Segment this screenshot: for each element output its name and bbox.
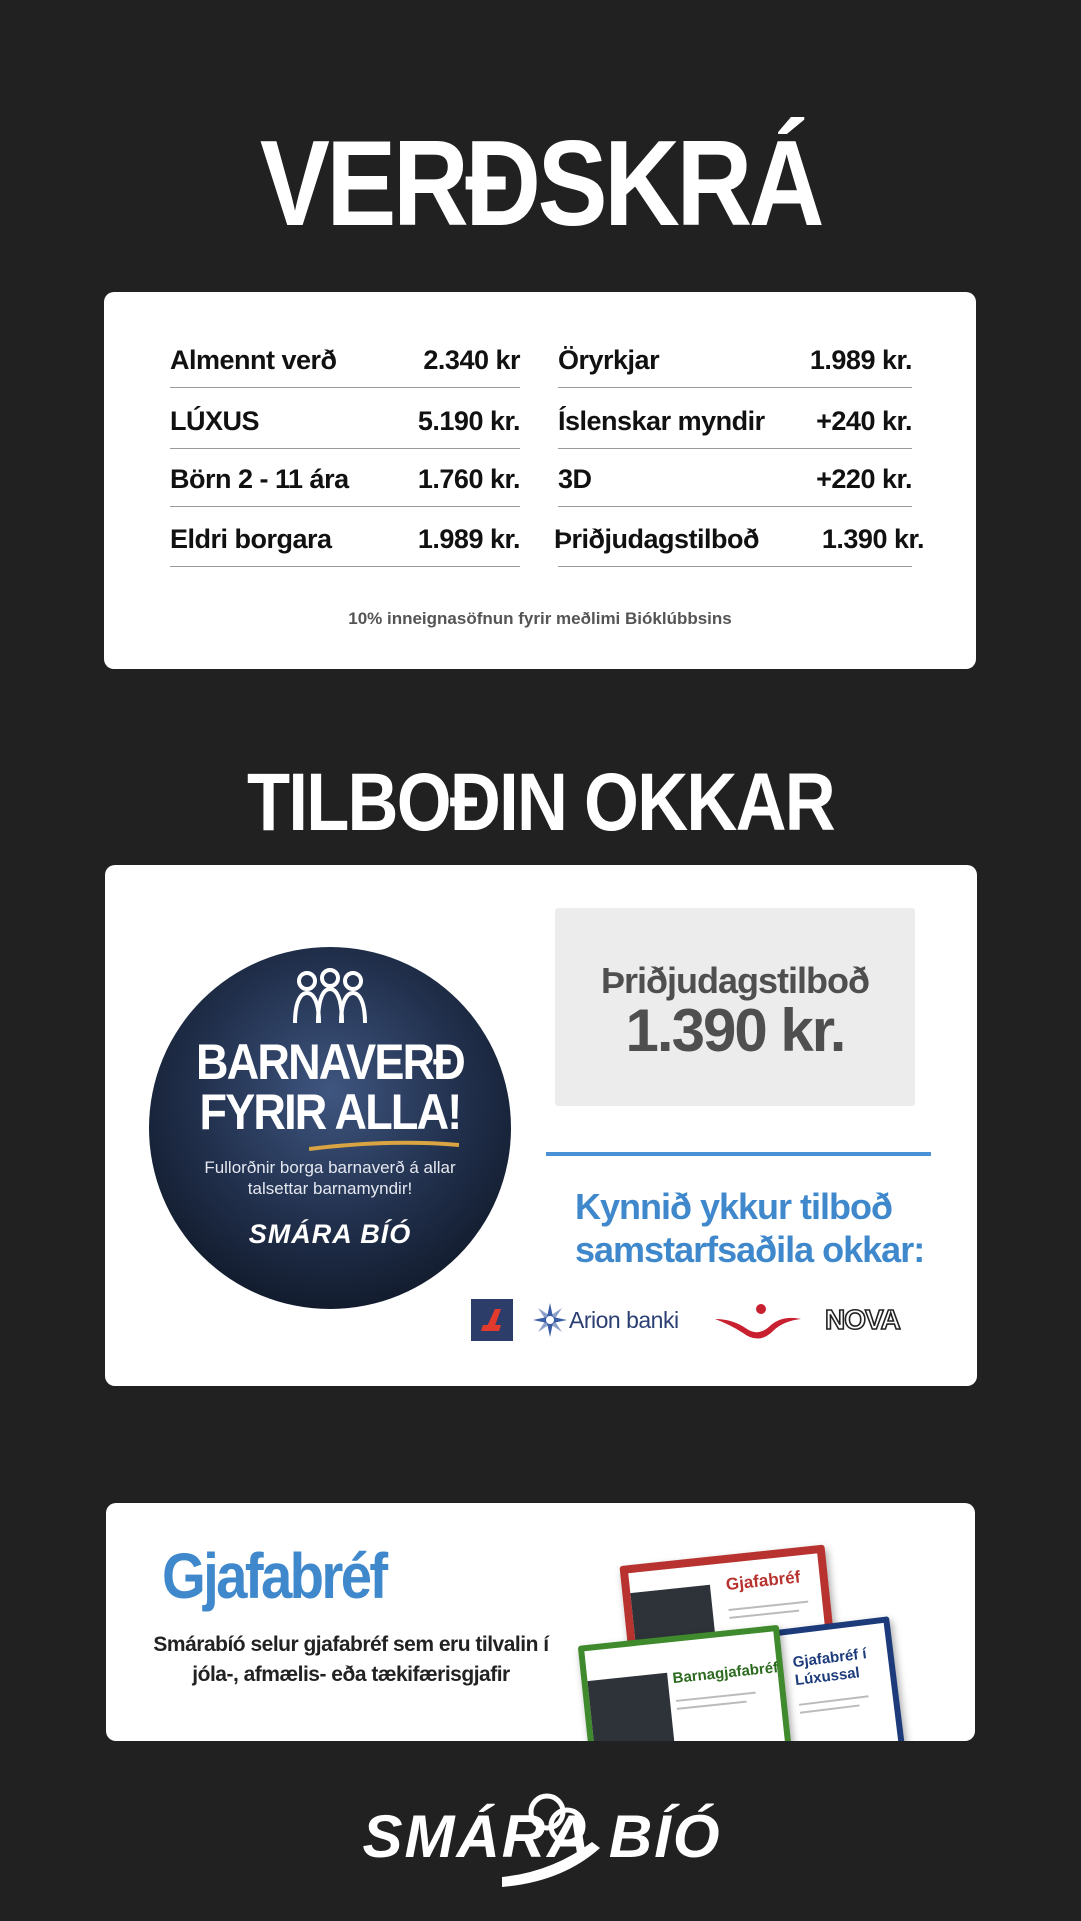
children-price-promo[interactable] <box>149 947 511 1309</box>
price-value: 5.190 kr. <box>417 406 520 436</box>
tuesday-offer-label: Þriðjudagstilboð <box>601 960 869 1001</box>
tuesday-offer-box[interactable] <box>555 908 915 1106</box>
price-value: 1.760 kr. <box>417 464 520 494</box>
price-label: Íslenskar myndir <box>558 406 765 436</box>
arion-logo-text: Arion banki <box>569 1307 679 1333</box>
footer-logo[interactable] <box>352 1782 732 1890</box>
price-label: LÚXUS <box>170 406 260 436</box>
price-value: +220 kr. <box>816 464 912 494</box>
cinema-seat-image <box>587 1673 676 1741</box>
footer-logo-text: SMÁRA BÍÓ <box>362 1803 722 1870</box>
price-table <box>104 329 976 579</box>
tuesday-offer-price: 1.390 kr. <box>625 997 845 1064</box>
star-icon <box>533 1303 567 1337</box>
price-row <box>170 390 520 449</box>
price-list-card <box>104 292 976 669</box>
partners-heading: Kynnið ykkur tilboð samstarfsaðila okkar: <box>575 1186 925 1270</box>
gift-card-label: Barnagjafabréf <box>671 1659 779 1688</box>
price-row <box>558 390 912 449</box>
price-label: Eldri borgara <box>170 524 332 554</box>
gift-card-banner[interactable] <box>106 1503 975 1741</box>
gift-card-label: Gjafabréf í Lúxussal <box>791 1645 868 1690</box>
price-row <box>558 329 912 388</box>
family-icon <box>289 967 371 1025</box>
promo-headline-line2: FYRIR ALLA! <box>199 1084 461 1140</box>
wave-icon <box>713 1297 803 1343</box>
price-value: 1.989 kr. <box>417 524 520 554</box>
offers-card <box>105 865 977 1386</box>
gift-card-label: Gjafabréf <box>724 1567 802 1595</box>
partner-a-icon <box>471 1299 513 1341</box>
price-row <box>554 508 924 567</box>
price-label: Þriðjudagstilboð <box>554 524 759 554</box>
price-value: +240 kr. <box>816 406 912 436</box>
swoosh-decoration <box>309 1139 459 1151</box>
price-label: Öryrkjar <box>558 345 660 375</box>
promo-subtext: Fullorðnir borga barnaverð á allar talsettar barnamyndir! <box>204 1158 456 1198</box>
price-value: 2.340 kr <box>423 345 520 375</box>
gift-description: Smárabíó selur gjafabréf sem eru tilvalin í jóla-, afmælis- eða tækifærisgjafir <box>153 1633 549 1686</box>
price-value: 1.390 kr. <box>821 524 924 554</box>
partner-logo-nova[interactable] <box>825 1297 925 1343</box>
promo-headline <box>167 1034 493 1140</box>
price-label: 3D <box>558 464 592 494</box>
partner-logo-wave[interactable] <box>713 1297 803 1343</box>
smarabio-logo: SMÁRA BÍÓ <box>248 1219 412 1249</box>
promo-headline-line1: BARNAVERÐ <box>196 1034 464 1090</box>
price-row <box>558 448 912 507</box>
partner-logo-arion[interactable] <box>533 1297 693 1343</box>
page-title-offers: TILBOÐIN OKKAR <box>246 757 835 848</box>
gift-card-image-children <box>578 1625 792 1741</box>
price-row <box>170 448 520 507</box>
price-label: Almennt verð <box>170 345 337 375</box>
partner-logo-a[interactable] <box>471 1299 513 1341</box>
price-row <box>170 508 520 567</box>
nova-logo-text: NOVA <box>825 1304 900 1335</box>
price-value: 1.989 kr. <box>809 345 912 375</box>
club-footnote: 10% inneignasöfnun fyrir meðlimi Bióklúbbsins <box>348 609 732 628</box>
page-title-prices: VERÐSKRÁ <box>259 115 822 251</box>
partner-logos <box>471 1297 941 1343</box>
divider <box>546 1152 931 1156</box>
gift-title: Gjafabréf <box>162 1540 386 1612</box>
price-row <box>170 329 520 388</box>
price-label: Börn 2 - 11 ára <box>170 464 349 494</box>
